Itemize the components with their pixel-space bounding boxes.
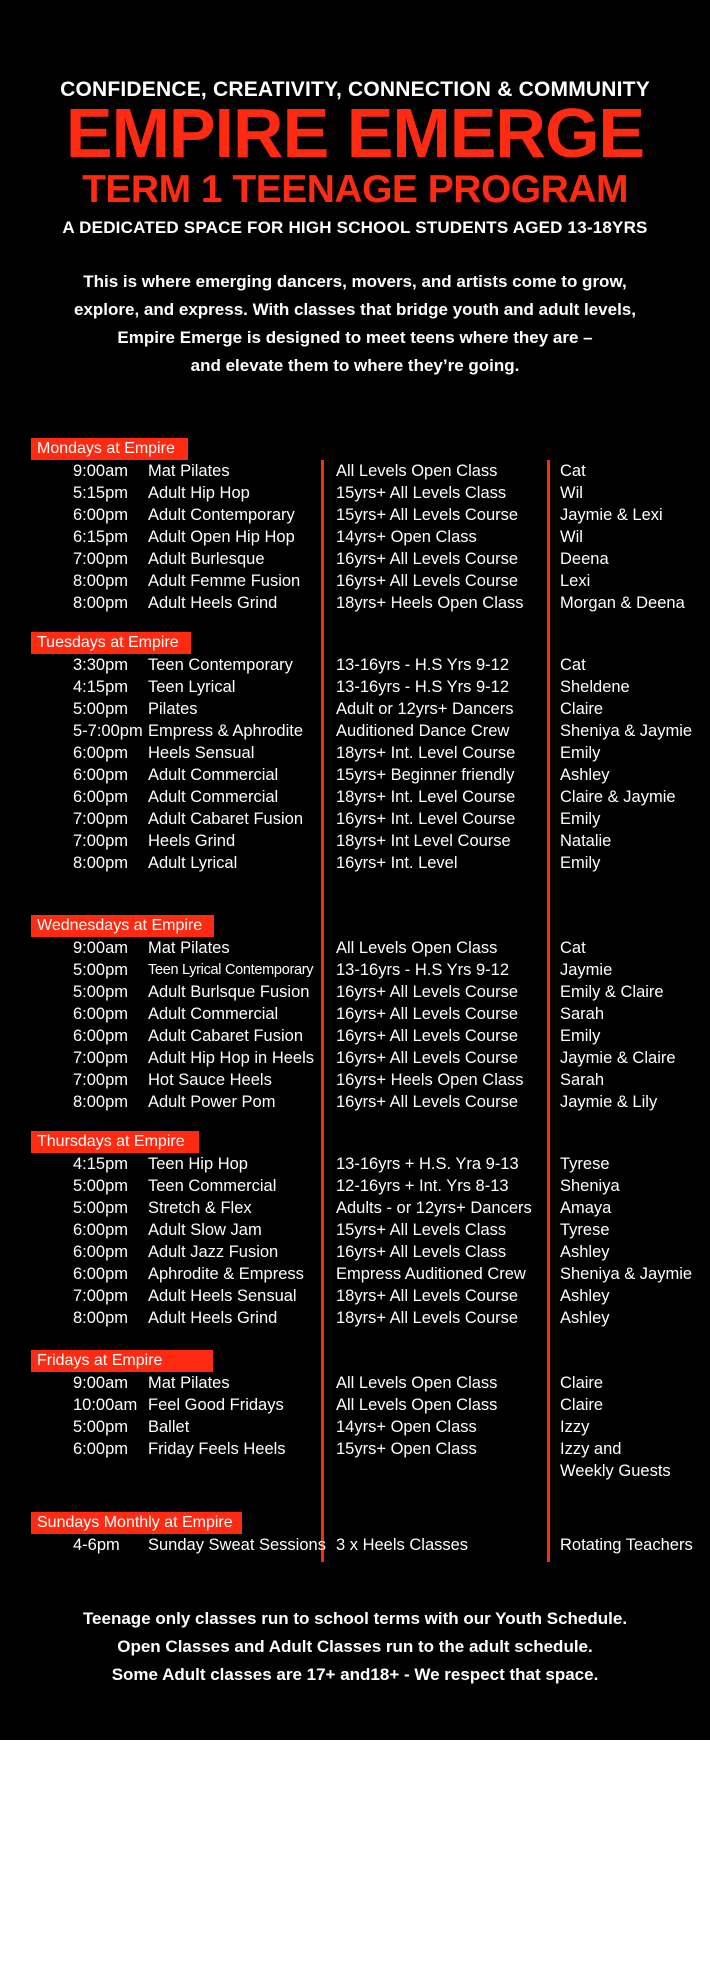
class-level: 15yrs+ All Levels Class (336, 484, 507, 502)
class-time: 7:00pm (73, 832, 129, 850)
class-time: 6:15pm (73, 528, 129, 546)
class-teacher: Natalie (560, 832, 612, 850)
class-row (0, 1025, 710, 1047)
class-row (0, 460, 710, 482)
class-teacher: Jaymie & Lily (560, 1093, 658, 1111)
class-class: Friday Feels Heels (148, 1440, 286, 1458)
class-level: 16yrs+ All Levels Course (336, 572, 519, 590)
class-row (0, 654, 710, 676)
class-time: 6:00pm (73, 506, 129, 524)
class-class: Teen Contemporary (148, 656, 293, 674)
class-time: 5:00pm (73, 700, 129, 718)
class-row (0, 1416, 710, 1438)
class-teacher: Lexi (560, 572, 591, 590)
class-level: 15yrs+ All Levels Course (336, 506, 519, 524)
class-time: 7:00pm (73, 1071, 129, 1089)
class-row (0, 1438, 710, 1460)
class-teacher: Morgan & Deena (560, 594, 685, 612)
class-row (0, 1003, 710, 1025)
class-level: 13-16yrs - H.S Yrs 9-12 (336, 961, 510, 979)
class-time: 9:00am (73, 939, 129, 957)
audience-line: A DEDICATED SPACE FOR HIGH SCHOOL STUDENTS AGED 13-18YRS (62, 218, 648, 237)
class-class: Aphrodite & Empress (148, 1265, 304, 1283)
intro-line: explore, and express. With classes that bridge youth and adult levels, (74, 300, 636, 319)
intro-paragraph (0, 268, 710, 380)
class-time: 7:00pm (73, 1287, 129, 1305)
class-class: Heels Sensual (148, 744, 255, 762)
class-level: Adult or 12yrs+ Dancers (336, 700, 514, 718)
class-class: Teen Commercial (148, 1177, 277, 1195)
class-level: 12-16yrs + Int. Yrs 8-13 (336, 1177, 509, 1195)
class-class: Adult Commercial (148, 788, 279, 806)
class-row (0, 808, 710, 830)
day-heading: Mondays at Empire (31, 438, 188, 460)
class-class: Teen Lyrical Contemporary (148, 962, 314, 978)
class-teacher: Jaymie & Claire (560, 1049, 676, 1067)
class-time: 6:00pm (73, 766, 129, 784)
class-row (0, 1047, 710, 1069)
class-time: 5:00pm (73, 1199, 129, 1217)
class-teacher: Cat (560, 939, 586, 957)
class-row (0, 1219, 710, 1241)
class-row (0, 1307, 710, 1329)
class-class: Adult Heels Sensual (148, 1287, 297, 1305)
class-class: Adult Commercial (148, 1005, 279, 1023)
class-level: 16yrs+ All Levels Course (336, 1093, 519, 1111)
class-row (0, 504, 710, 526)
class-row (0, 742, 710, 764)
class-teacher: Cat (560, 462, 586, 480)
class-row (0, 570, 710, 592)
class-level: 18yrs+ Int. Level Course (336, 744, 516, 762)
tagline: CONFIDENCE, CREATIVITY, CONNECTION & COMMUNITY (60, 78, 650, 101)
class-row (0, 1460, 710, 1482)
day-heading: Fridays at Empire (31, 1350, 213, 1372)
class-level: 16yrs+ Int. Level (336, 854, 458, 872)
class-time: 8:00pm (73, 1309, 129, 1327)
class-teacher: Claire (560, 1396, 604, 1414)
class-teacher: Sarah (560, 1005, 605, 1023)
class-class: Adult Commercial (148, 766, 279, 784)
class-class: Heels Grind (148, 832, 236, 850)
class-teacher: Emily (560, 810, 601, 828)
class-class: Pilates (148, 700, 198, 718)
class-teacher: Izzy (560, 1418, 590, 1436)
footer-line: Some Adult classes are 17+ and18+ - We respect that space. (111, 1665, 599, 1684)
class-teacher: Jaymie (560, 961, 613, 979)
program-subtitle: TERM 1 TEENAGE PROGRAM (82, 168, 628, 211)
class-teacher: Sheniya & Jaymie (560, 1265, 693, 1283)
class-level: 16yrs+ All Levels Course (336, 550, 519, 568)
class-teacher: Emily (560, 1027, 601, 1045)
class-time: 5:00pm (73, 983, 129, 1001)
class-level: All Levels Open Class (336, 1374, 498, 1392)
class-teacher: Wil (560, 528, 583, 546)
class-level: All Levels Open Class (336, 462, 498, 480)
day-heading: Sundays Monthly at Empire (31, 1512, 242, 1534)
class-row (0, 1534, 710, 1556)
class-class: Ballet (148, 1418, 190, 1436)
class-level: 16yrs+ All Levels Course (336, 1005, 519, 1023)
class-teacher: Amaya (560, 1199, 612, 1217)
class-time: 5-7:00pm (73, 722, 143, 740)
class-teacher: Cat (560, 656, 586, 674)
class-row (0, 1241, 710, 1263)
class-class: Adult Burlsque Fusion (148, 983, 310, 1001)
intro-line: Empire Emerge is designed to meet teens where they are – (117, 328, 593, 347)
class-teacher: Emily (560, 744, 601, 762)
class-level: 15yrs+ Beginner friendly (336, 766, 515, 784)
class-row (0, 548, 710, 570)
class-time: 7:00pm (73, 1049, 129, 1067)
class-teacher: Jaymie & Lexi (560, 506, 663, 524)
class-class: Adult Hip Hop (148, 484, 250, 502)
class-time: 6:00pm (73, 1221, 129, 1239)
class-class: Adult Contemporary (148, 506, 295, 524)
class-row (0, 1069, 710, 1091)
class-level: 14yrs+ Open Class (336, 528, 477, 546)
class-level: 3 x Heels Classes (336, 1536, 469, 1554)
class-row (0, 764, 710, 786)
class-level: 16yrs+ Int. Level Course (336, 810, 516, 828)
class-teacher: Sarah (560, 1071, 605, 1089)
class-time: 6:00pm (73, 1005, 129, 1023)
class-time: 6:00pm (73, 1027, 129, 1045)
class-class: Adult Femme Fusion (148, 572, 301, 590)
class-class: Adult Jazz Fusion (148, 1243, 279, 1261)
class-class: Adult Heels Grind (148, 594, 278, 612)
class-teacher: Tyrese (560, 1221, 610, 1239)
class-class: Feel Good Fridays (148, 1396, 284, 1414)
class-class: Adult Cabaret Fusion (148, 810, 304, 828)
class-row (0, 852, 710, 874)
class-class: Adult Heels Grind (148, 1309, 278, 1327)
class-row (0, 1263, 710, 1285)
class-teacher: Deena (560, 550, 609, 568)
class-teacher: Sheniya (560, 1177, 620, 1195)
class-teacher: Izzy and (560, 1440, 622, 1458)
class-level: Adults - or 12yrs+ Dancers (336, 1199, 532, 1217)
class-class: Adult Lyrical (148, 854, 238, 872)
class-row (0, 830, 710, 852)
class-level: 13-16yrs + H.S. Yra 9-13 (336, 1155, 519, 1173)
class-time: 4:15pm (73, 678, 129, 696)
class-level: 13-16yrs - H.S Yrs 9-12 (336, 678, 510, 696)
class-teacher: Sheniya & Jaymie (560, 722, 693, 740)
class-level: 16yrs+ All Levels Course (336, 1049, 519, 1067)
class-time: 8:00pm (73, 1093, 129, 1111)
class-teacher: Claire & Jaymie (560, 788, 676, 806)
class-teacher: Emily (560, 854, 601, 872)
class-level: 18yrs+ Heels Open Class (336, 594, 524, 612)
class-level: Auditioned Dance Crew (336, 722, 510, 740)
class-class: Adult Burlesque (148, 550, 265, 568)
class-teacher: Ashley (560, 766, 610, 784)
day-heading: Thursdays at Empire (31, 1131, 199, 1153)
class-class: Sunday Sweat Sessions (148, 1536, 326, 1554)
class-time: 7:00pm (73, 810, 129, 828)
class-time: 5:00pm (73, 961, 129, 979)
class-row (0, 1372, 710, 1394)
class-time: 8:00pm (73, 594, 129, 612)
class-teacher: Sheldene (560, 678, 630, 696)
class-row (0, 1394, 710, 1416)
class-time: 6:00pm (73, 1265, 129, 1283)
class-row (0, 592, 710, 614)
footer-line: Teenage only classes run to school terms with our Youth Schedule. (82, 1609, 628, 1628)
class-class: Teen Lyrical (148, 678, 236, 696)
class-row (0, 526, 710, 548)
class-level: 13-16yrs - H.S Yrs 9-12 (336, 656, 510, 674)
class-level: 18yrs+ Int Level Course (336, 832, 511, 850)
class-time: 6:00pm (73, 788, 129, 806)
class-level: 15yrs+ All Levels Class (336, 1221, 507, 1239)
class-teacher: Wil (560, 484, 583, 502)
class-time: 5:00pm (73, 1418, 129, 1436)
class-level: Empress Auditioned Crew (336, 1265, 526, 1283)
class-row (0, 937, 710, 959)
class-row (0, 786, 710, 808)
footer-line: Open Classes and Adult Classes run to the adult schedule. (117, 1637, 593, 1656)
class-level: 16yrs+ All Levels Class (336, 1243, 507, 1261)
intro-line: and elevate them to where they’re going. (190, 356, 520, 375)
class-level: All Levels Open Class (336, 939, 498, 957)
class-class: Mat Pilates (148, 939, 230, 957)
class-row (0, 1285, 710, 1307)
class-class: Adult Open Hip Hop (148, 528, 295, 546)
class-level: 18yrs+ All Levels Course (336, 1287, 519, 1305)
class-class: Hot Sauce Heels (148, 1071, 272, 1089)
class-time: 10:00am (73, 1396, 138, 1414)
class-class: Teen Hip Hop (148, 1155, 248, 1173)
class-time: 5:00pm (73, 1177, 129, 1195)
class-class: Mat Pilates (148, 462, 230, 480)
class-teacher: Tyrese (560, 1155, 610, 1173)
class-time: 6:00pm (73, 1243, 129, 1261)
class-row (0, 959, 710, 981)
class-row (0, 676, 710, 698)
class-row (0, 981, 710, 1003)
class-time: 9:00am (73, 462, 129, 480)
class-level: 16yrs+ Heels Open Class (336, 1071, 524, 1089)
class-level: 15yrs+ Open Class (336, 1440, 477, 1458)
footer-notes (0, 1605, 710, 1689)
class-time: 6:00pm (73, 1440, 129, 1458)
class-row (0, 698, 710, 720)
class-teacher: Ashley (560, 1243, 610, 1261)
class-teacher: Rotating Teachers (560, 1536, 693, 1554)
class-row (0, 720, 710, 742)
class-level: 16yrs+ All Levels Course (336, 983, 519, 1001)
class-teacher: Weekly Guests (560, 1462, 671, 1480)
class-teacher: Claire (560, 1374, 604, 1392)
class-time: 8:00pm (73, 854, 129, 872)
class-class: Adult Slow Jam (148, 1221, 262, 1239)
class-row (0, 482, 710, 504)
class-teacher: Ashley (560, 1287, 610, 1305)
class-row (0, 1153, 710, 1175)
class-time: 7:00pm (73, 550, 129, 568)
class-row (0, 1091, 710, 1113)
class-time: 4:15pm (73, 1155, 129, 1173)
day-heading: Wednesdays at Empire (31, 915, 214, 937)
class-row (0, 1197, 710, 1219)
class-time: 3:30pm (73, 656, 129, 674)
class-level: 16yrs+ All Levels Course (336, 1027, 519, 1045)
class-level: 18yrs+ All Levels Course (336, 1309, 519, 1327)
class-class: Adult Cabaret Fusion (148, 1027, 304, 1045)
class-level: 18yrs+ Int. Level Course (336, 788, 516, 806)
class-row (0, 1175, 710, 1197)
class-teacher: Emily & Claire (560, 983, 664, 1001)
intro-line: This is where emerging dancers, movers, and artists come to grow, (83, 272, 627, 291)
class-time: 8:00pm (73, 572, 129, 590)
class-time: 5:15pm (73, 484, 129, 502)
day-heading: Tuesdays at Empire (31, 632, 191, 654)
class-class: Mat Pilates (148, 1374, 230, 1392)
class-class: Empress & Aphrodite (148, 722, 303, 740)
class-teacher: Claire (560, 700, 604, 718)
class-time: 6:00pm (73, 744, 129, 762)
brand-title: EMPIRE EMERGE (65, 94, 645, 172)
class-time: 4-6pm (73, 1536, 120, 1554)
class-teacher: Ashley (560, 1309, 610, 1327)
class-class: Adult Hip Hop in Heels (148, 1049, 314, 1067)
class-class: Adult Power Pom (148, 1093, 276, 1111)
class-level: 14yrs+ Open Class (336, 1418, 477, 1436)
class-class: Stretch & Flex (148, 1199, 252, 1217)
class-time: 9:00am (73, 1374, 129, 1392)
class-level: All Levels Open Class (336, 1396, 498, 1414)
